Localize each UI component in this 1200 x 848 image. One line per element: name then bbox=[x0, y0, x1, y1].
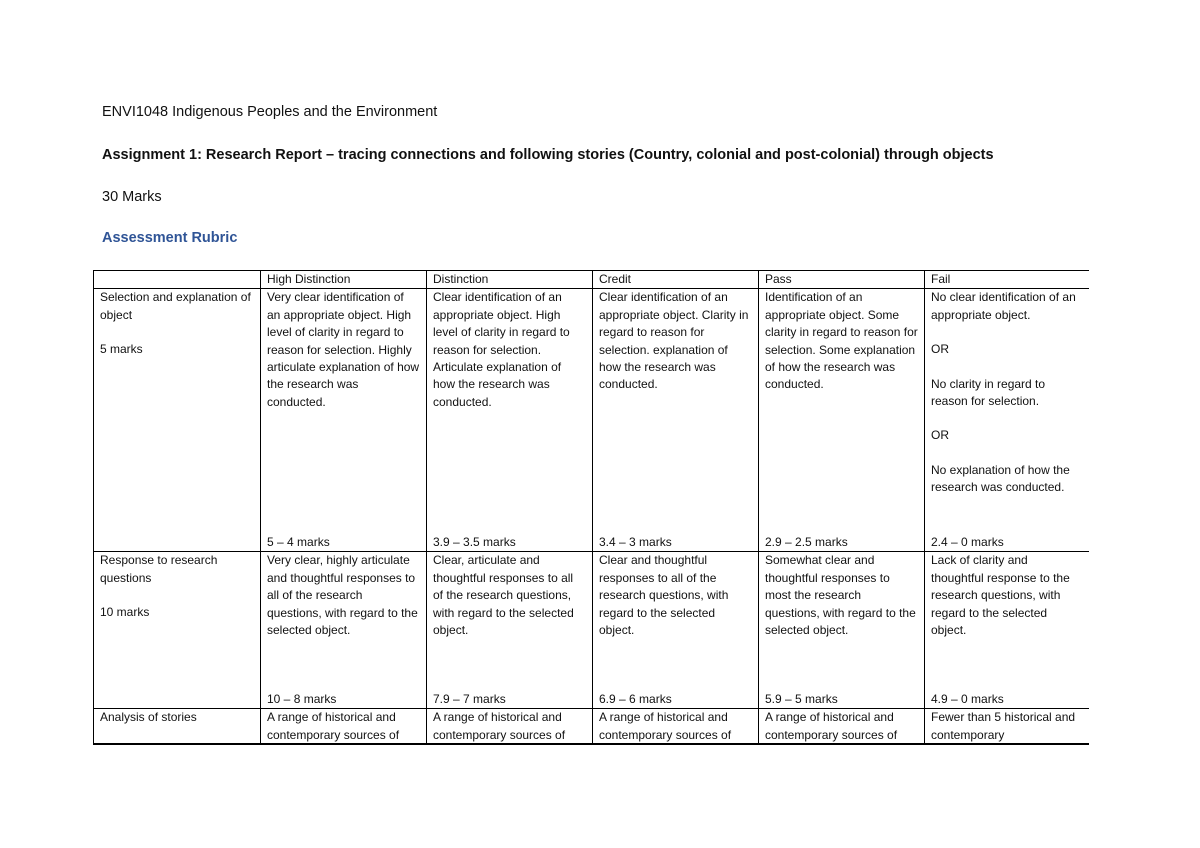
cell-description: No clear identification of an appropriate object. bbox=[931, 290, 1076, 322]
cell-description: Identification of an appropriate object. Some clarity in regard to reason for selection. Some explanation of how the research was conducted. bbox=[765, 290, 918, 392]
cell-description: Clear identification of an appropriate object. High level of clarity in regard to reason for selection. Articulate explanation of how the research was conducted. bbox=[433, 290, 570, 409]
criterion-weight: 10 marks bbox=[100, 605, 150, 620]
course-title: ENVI1048 Indigenous Peoples and the Environment bbox=[102, 104, 438, 120]
cell-description: A range of historical and contemporary sources of bbox=[267, 710, 400, 742]
criterion-label: Response to research questions bbox=[100, 553, 218, 585]
criterion-label: Analysis of stories bbox=[100, 710, 197, 725]
rubric-cell-fail bbox=[925, 289, 1090, 552]
cell-description: No explanation of how the research was conducted. bbox=[931, 462, 1070, 495]
cell-description: Very clear, highly articulate and thoughtful responses to all of the research questions, with regard to the selected object. bbox=[267, 553, 418, 638]
header-cell-distinction: Distinction bbox=[427, 271, 593, 289]
criterion-cell bbox=[94, 552, 261, 709]
cell-description: No clarity in regard to reason for selection. bbox=[931, 376, 1046, 409]
rubric-heading: Assessment Rubric bbox=[102, 230, 238, 246]
or-separator: OR bbox=[931, 428, 949, 443]
rubric-cell-credit bbox=[593, 552, 759, 709]
mark-range: 7.9 – 7 marks bbox=[433, 692, 506, 706]
criterion-cell bbox=[94, 709, 261, 745]
mark-range: 5 – 4 marks bbox=[267, 535, 330, 549]
cell-description: Clear, articulate and thoughtful responses to all of the research questions, with regard to the selected object. bbox=[433, 553, 574, 638]
rubric-cell-pass bbox=[759, 709, 925, 745]
cell-description: Somewhat clear and thoughtful responses to most the research questions, with regard to the selected object. bbox=[765, 553, 916, 638]
criterion-label: Selection and explanation of object bbox=[100, 290, 251, 322]
criterion-weight: 5 marks bbox=[100, 342, 143, 357]
rubric-header-row bbox=[94, 271, 1090, 289]
assignment-title: Assignment 1: Research Report – tracing connections and following stories (Country, colonial and post-colonial) through objects bbox=[102, 147, 994, 163]
cell-description: Clear identification of an appropriate object. Clarity in regard to reason for selection. explanation of how the research was conducted. bbox=[599, 290, 749, 392]
header-cell-fail: Fail bbox=[925, 271, 1090, 289]
rubric-table-container bbox=[93, 270, 1089, 745]
rubric-cell-high-distinction bbox=[261, 709, 427, 745]
cell-description: Lack of clarity and thoughtful response to the research questions, with regard to the selected object. bbox=[931, 553, 1070, 638]
cell-description: Fewer than 5 historical and contemporary bbox=[931, 710, 1076, 742]
mark-range: 6.9 – 6 marks bbox=[599, 692, 672, 706]
mark-range: 4.9 – 0 marks bbox=[931, 692, 1004, 706]
header-cell-pass: Pass bbox=[759, 271, 925, 289]
cell-description: Very clear identification of an appropriate object. High level of clarity in regard to reason for selection. Highly articulate explanation of how the research was conducted. bbox=[267, 290, 420, 409]
mark-range: 10 – 8 marks bbox=[267, 692, 337, 706]
rubric-cell-distinction bbox=[427, 289, 593, 552]
table-row bbox=[94, 709, 1090, 745]
mark-range: 2.4 – 0 marks bbox=[931, 535, 1004, 549]
rubric-table bbox=[93, 270, 1089, 745]
rubric-cell-pass bbox=[759, 289, 925, 552]
header-cell-criterion bbox=[94, 271, 261, 289]
mark-range: 3.4 – 3 marks bbox=[599, 535, 672, 549]
cell-description: Clear and thoughtful responses to all of the research questions, with regard to the selected object. bbox=[599, 553, 729, 638]
mark-range: 5.9 – 5 marks bbox=[765, 692, 838, 706]
header-cell-credit: Credit bbox=[593, 271, 759, 289]
mark-range: 3.9 – 3.5 marks bbox=[433, 535, 516, 549]
rubric-cell-credit bbox=[593, 709, 759, 745]
table-row bbox=[94, 552, 1090, 709]
cell-description: A range of historical and contemporary sources of bbox=[433, 710, 566, 742]
rubric-cell-high-distinction bbox=[261, 552, 427, 709]
mark-range: 2.9 – 2.5 marks bbox=[765, 535, 848, 549]
total-marks: 30 Marks bbox=[102, 189, 162, 205]
table-row bbox=[94, 289, 1090, 552]
criterion-cell bbox=[94, 289, 261, 552]
rubric-cell-pass bbox=[759, 552, 925, 709]
header-cell-high-distinction: High Distinction bbox=[261, 271, 427, 289]
cell-description: A range of historical and contemporary sources of bbox=[599, 710, 732, 742]
rubric-cell-fail bbox=[925, 552, 1090, 709]
rubric-cell-distinction bbox=[427, 552, 593, 709]
rubric-cell-credit bbox=[593, 289, 759, 552]
rubric-cell-distinction bbox=[427, 709, 593, 745]
rubric-cell-high-distinction bbox=[261, 289, 427, 552]
cell-description: A range of historical and contemporary sources of bbox=[765, 710, 898, 742]
or-separator: OR bbox=[931, 342, 949, 357]
rubric-cell-fail bbox=[925, 709, 1090, 745]
